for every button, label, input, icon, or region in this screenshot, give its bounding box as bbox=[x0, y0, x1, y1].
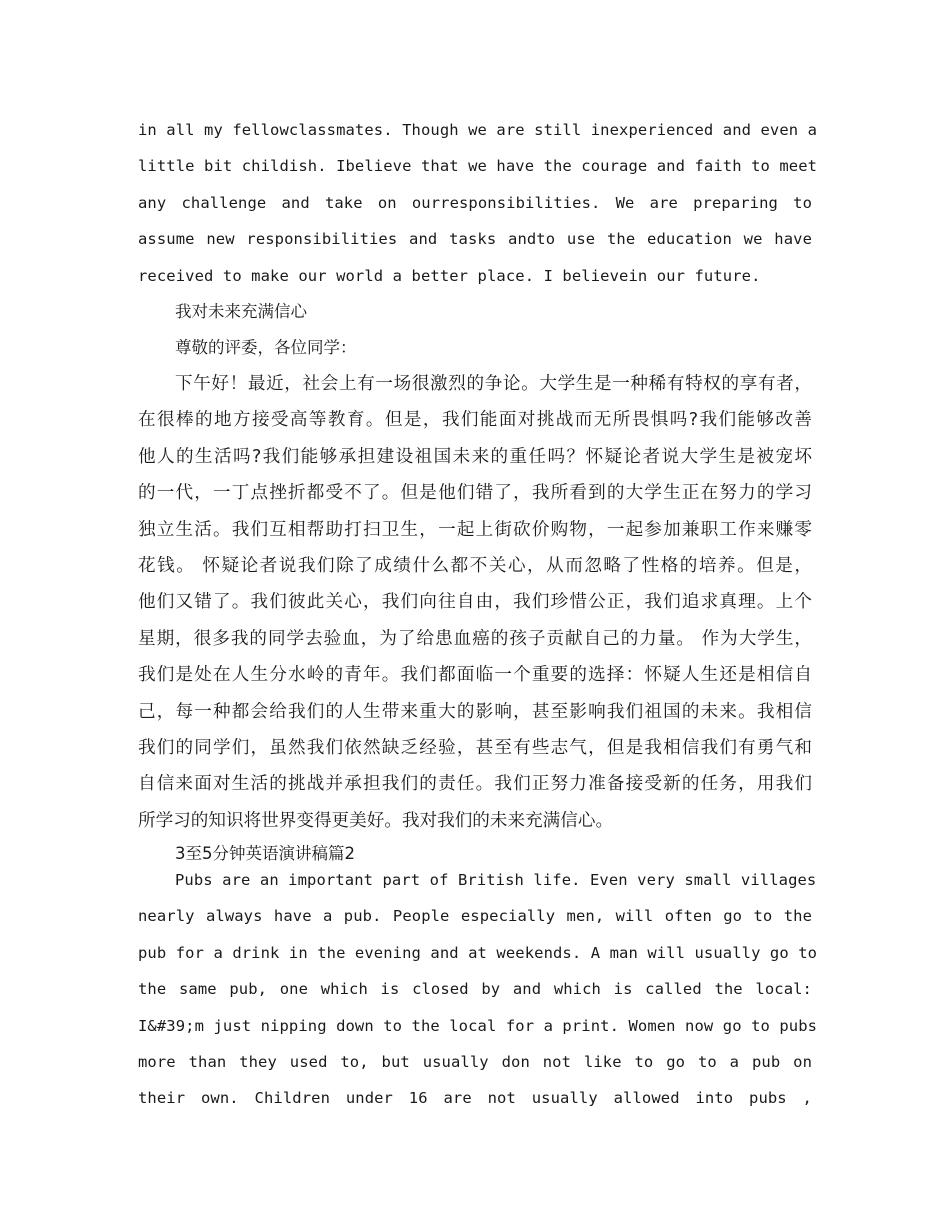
text-line: any challenge and take on ourresponsibilities. We are preparing to bbox=[138, 193, 812, 212]
text-line: pub for a drink in the evening and at weekends. A man will usually go to bbox=[138, 943, 818, 962]
paragraph-chinese bbox=[138, 366, 812, 839]
section-heading: 3至5分钟英语演讲稿篇2 bbox=[175, 844, 355, 863]
paragraph-english-2 bbox=[138, 862, 818, 1117]
text-line: Pubs are an important part of British life. Even very small villages bbox=[175, 871, 817, 889]
text-line: in all my fellowclassmates. Though we are still inexperienced and even a bbox=[138, 121, 818, 139]
text-line: 下午好！最近，社会上有一场很激烈的争论。大学生是一种稀有特权的享有者， bbox=[175, 374, 812, 394]
text-line: 的一代，一丁点挫折都受不了。但是他们错了，我所看到的大学生正在努力的学习 bbox=[138, 483, 812, 504]
text-line: 他人的生活吗?我们能够承担建设祖国未来的重任吗？怀疑论者说大学生是被宠坏 bbox=[138, 446, 812, 467]
text-line: received to make our world a better place. I believein our future. bbox=[138, 266, 761, 285]
text-line: 花钱。 怀疑论者说我们除了成绩什么都不关心，从而忽略了性格的培养。但是， bbox=[138, 555, 812, 576]
text-line: more than they used to, but usually don not like to go to a pub on bbox=[138, 1052, 812, 1071]
text-line: 所学习的知识将世界变得更美好。我对我们的未来充满信心。 bbox=[138, 810, 614, 831]
text-line: nearly always have a pub. People especially men, will often go to the bbox=[138, 907, 812, 926]
text-line: 我们的同学们，虽然我们依然缺乏经验，甚至有些志气，但是我相信我们有勇气和 bbox=[138, 737, 812, 758]
text-line: their own. Children under 16 are not usually allowed into pubs , bbox=[138, 1089, 812, 1108]
text-line: the same pub, one which is closed by and which is called the local: bbox=[138, 980, 812, 999]
text-line: 独立生活。我们互相帮助打扫卫生，一起上街砍价购物，一起参加兼职工作来赚零 bbox=[138, 519, 812, 540]
text-line: assume new responsibilities and tasks andto use the education we have bbox=[138, 230, 812, 249]
heading-confidence bbox=[138, 294, 812, 330]
salutation bbox=[138, 330, 812, 366]
text-line: 自信来面对生活的挑战并承担我们的责任。我们正努力准备接受新的任务，用我们 bbox=[138, 774, 812, 795]
text-line: I&#39;m just nipping down to the local for a print. Women now go to pubs bbox=[138, 1016, 818, 1035]
text-line: 己，每一种都会给我们的人生带来重大的影响，甚至影响我们祖国的未来。我相信 bbox=[138, 701, 812, 722]
paragraph-english-1 bbox=[138, 112, 818, 294]
section-heading: 我对未来充满信心 bbox=[175, 302, 307, 321]
text-line: 在很棒的地方接受高等教育。但是，我们能面对挑战而无所畏惧吗?我们能够改善 bbox=[138, 410, 812, 431]
text-line: 星期，很多我的同学去验血，为了给患血癌的孩子贡献自己的力量。 作为大学生， bbox=[138, 628, 812, 649]
salutation-text: 尊敬的评委，各位同学： bbox=[175, 338, 357, 357]
text-line: 他们又错了。我们彼此关心，我们向往自由，我们珍惜公正，我们追求真理。上个 bbox=[138, 592, 812, 613]
text-line: 我们是处在人生分水岭的青年。我们都面临一个重要的选择：怀疑人生还是相信自 bbox=[138, 665, 812, 686]
text-line: little bit childish. Ibelieve that we have the courage and faith to meet bbox=[138, 157, 818, 176]
